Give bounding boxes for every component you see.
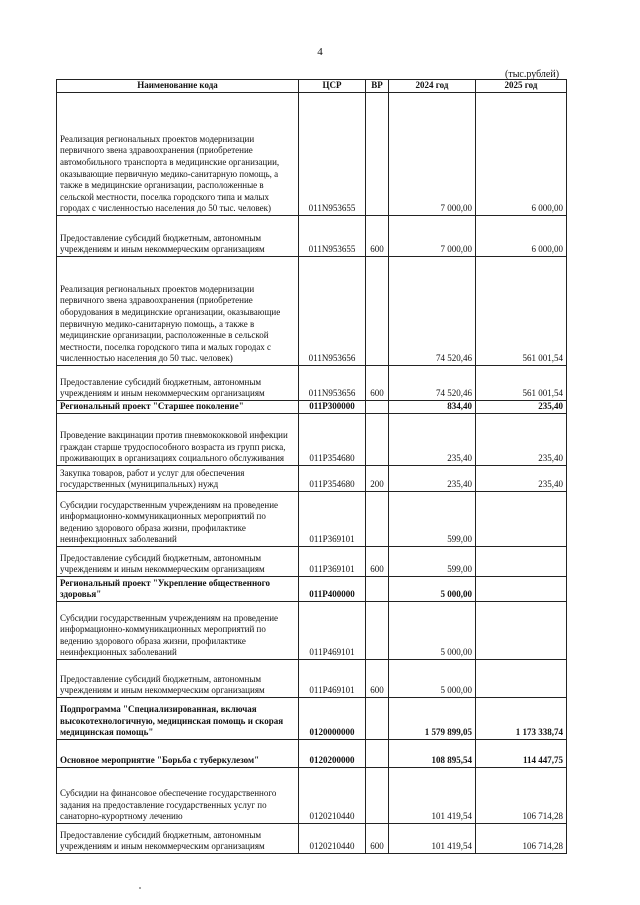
row-vr [366,768,389,824]
table-row [57,466,567,492]
row-csr: 011P469101 [299,602,366,660]
row-csr: 0120210440 [299,824,366,854]
row-2025: 561 001,54 [476,257,567,366]
row-name: Предоставление субсидий бюджетным, автономным учреждениям и иным некоммерческим организациям [57,216,299,257]
row-name: Субсидии на финансовое обеспечение государственного задания на предоставление государственных услуг по санаторно-курортному лечению [57,768,299,824]
row-2025: 6 000,00 [476,216,567,257]
row-2025 [476,660,567,698]
row-vr: 600 [366,824,389,854]
units-label: (тыс.рублей) [505,69,560,80]
row-2025: 561 001,54 [476,366,567,401]
table-row [57,401,567,414]
table-row [57,768,567,824]
row-name: Реализация региональных проектов модернизации первичного звена здравоохранения (приобретение автомобильного транспорта в медицинские организации, оказывающие первичную медико-санитарную помощь, а также в медицинские организации, расположенные в сельской местности, поселка городского типа и малых городах с численностью населения до 50 тыс. человек) [57,93,299,216]
row-csr: 011P300000 [299,401,366,414]
row-csr: 011P369101 [299,492,366,547]
row-csr: 0120210440 [299,768,366,824]
row-2025: 106 714,28 [476,824,567,854]
row-csr: 011N953655 [299,216,366,257]
row-vr [366,602,389,660]
row-vr [366,740,389,768]
table-header-row [57,80,567,93]
table-row [57,216,567,257]
table-row [57,492,567,547]
row-csr: 0120000000 [299,698,366,740]
page-number: 4 [317,46,323,58]
row-csr: 011P354680 [299,414,366,466]
row-2024: 74 520,46 [389,366,476,401]
row-2025 [476,602,567,660]
row-vr [366,414,389,466]
header-2024: 2024 год [389,80,476,93]
table-row [57,414,567,466]
row-name: Предоставление субсидий бюджетным, автономным учреждениям и иным некоммерческим организациям [57,660,299,698]
table-row [57,547,567,577]
row-2024: 1 579 899,05 [389,698,476,740]
row-vr: 600 [366,366,389,401]
row-vr: 600 [366,660,389,698]
row-csr: 011P354680 [299,466,366,492]
row-name: Предоставление субсидий бюджетным, автономным учреждениям и иным некоммерческим организациям [57,824,299,854]
row-csr: 011P469101 [299,660,366,698]
budget-table [56,79,567,854]
row-2024: 599,00 [389,547,476,577]
table-row [57,698,567,740]
table-row [57,257,567,366]
row-2024: 235,40 [389,414,476,466]
table-row [57,602,567,660]
row-name: Реализация региональных проектов модернизации первичного звена здравоохранения (приобретение оборудования в медицинские организации, оказывающие первичную медико-санитарную помощь, а также в медицинские организации, расположенные в сельской местности, поселка городского типа и малых городах с численностью населения до 50 тыс. человек) [57,257,299,366]
row-2025: 106 714,28 [476,768,567,824]
table-row [57,93,567,216]
row-2024: 5 000,00 [389,602,476,660]
row-name: Подпрограмма "Специализированная, включая высокотехнологичную, медицинская помощь и скорая медицинская помощь" [57,698,299,740]
row-2025: 6 000,00 [476,93,567,216]
header-name: Наименование кода [57,80,299,93]
row-2024: 108 895,54 [389,740,476,768]
row-vr: 600 [366,216,389,257]
row-2025 [476,547,567,577]
row-name: Предоставление субсидий бюджетным, автономным учреждениям и иным некоммерческим организациям [57,547,299,577]
row-csr: 011P369101 [299,547,366,577]
row-2025: 235,40 [476,414,567,466]
row-vr [366,577,389,602]
row-2025: 235,40 [476,401,567,414]
row-name: Субсидии государственным учреждениям на проведение информационно-коммуникационных мероприятий по ведению здорового образа жизни, профилактике неинфекционных заболеваний [57,492,299,547]
row-name: Региональный проект "Старшее поколение" [57,401,299,414]
row-2024: 599,00 [389,492,476,547]
row-name: Проведение вакцинации против пневмококковой инфекции граждан старше трудоспособного возраста из групп риска, проживающих в организациях социального обслуживания [57,414,299,466]
row-name: Субсидии государственным учреждениям на проведение информационно-коммуникационных мероприятий по ведению здорового образа жизни, профилактике неинфекционных заболеваний [57,602,299,660]
table-row [57,660,567,698]
row-2024: 5 000,00 [389,577,476,602]
row-name: Закупка товаров, работ и услуг для обеспечения государственных (муниципальных) нужд [57,466,299,492]
table-row [57,740,567,768]
row-2024: 101 419,54 [389,824,476,854]
row-name: Региональный проект "Укрепление общественного здоровья" [57,577,299,602]
row-name: Основное мероприятие "Борьба с туберкулезом" [57,740,299,768]
row-csr: 011N953656 [299,257,366,366]
row-2025: 235,40 [476,466,567,492]
row-2024: 235,40 [389,466,476,492]
row-2024: 74 520,46 [389,257,476,366]
scan-mark [139,887,141,889]
header-2025: 2025 год [476,80,567,93]
row-vr [366,93,389,216]
row-csr: 011N953656 [299,366,366,401]
row-2024: 101 419,54 [389,768,476,824]
row-2024: 834,40 [389,401,476,414]
row-2025: 114 447,75 [476,740,567,768]
row-2025: 1 173 338,74 [476,698,567,740]
row-vr [366,257,389,366]
row-2025 [476,577,567,602]
row-2024: 5 000,00 [389,660,476,698]
row-2025 [476,492,567,547]
table-row [57,824,567,854]
row-vr [366,698,389,740]
table-row [57,366,567,401]
header-csr: ЦСР [299,80,366,93]
row-2024: 7 000,00 [389,216,476,257]
row-name: Предоставление субсидий бюджетным, автономным учреждениям и иным некоммерческим организациям [57,366,299,401]
row-vr: 600 [366,547,389,577]
row-vr [366,492,389,547]
row-vr: 200 [366,466,389,492]
header-vr: ВР [366,80,389,93]
table-row [57,577,567,602]
row-csr: 011P400000 [299,577,366,602]
row-2024: 7 000,00 [389,93,476,216]
row-vr [366,401,389,414]
row-csr: 011N953655 [299,93,366,216]
row-csr: 0120200000 [299,740,366,768]
